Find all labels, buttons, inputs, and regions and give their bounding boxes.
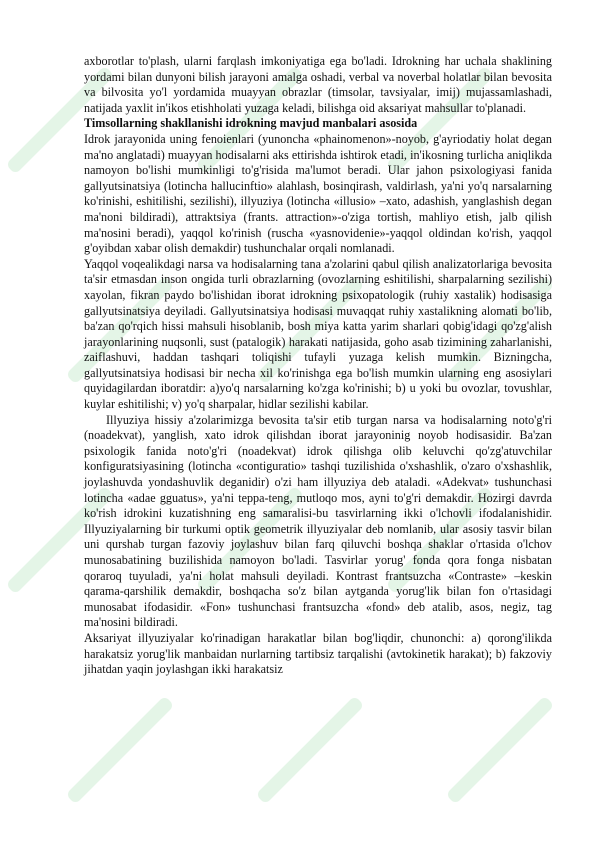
section-heading: Timsollarning shakllanishi idrokning mavjud manbalari asosida [84,116,418,131]
watermark-mark [446,696,555,805]
body-paragraph: Aksariyat illyuziyalar ko'rinadigan harakatlar bilan bog'liqdir, chunonchi: a) qorong'ilikda harakatsiz yorug'lik manbaidan nurlarning tartibsiz tarqalishi (avtokinetik harakat); b) fakzoviy jihatdan yaqin joylashgan ikki harakatsiz [84,630,552,677]
body-paragraph: Yaqqol voqealikdagi narsa va hodisalarning tana a'zolarini qabul qilish analizatorlariga bevosita ta'sir etmasdan inson ongida turli obrazlarning (ovozlarning eshitilishi, sharpalarning sezilishi) xayolan, fikran paydo bo'lishidan iborat idrokning psixopatologik (ruhiy xastalik) hodisasiga gallyutsinatsiya deyiladi. Gallyutsinatsiya hodisasi muvaqqat ruhiy xastalikning alomati bo'lib, ba'zan qo'rqich hissi mahsuli hisoblanib, bosh miya katta yarim sharlari qobig'idagi qo'zg'alish jarayonlarining nuqsonli, sust (patalogik) harakati natijasida, goho asab tizimining zaharlanishi, zaiflashuvi, haddan tashqari toliqishi tufayli yuzaga kelish mumkin. Bizningcha, gallyutsinatsiya hodisasi bir necha xil ko'rinishga ega bo'lish mumkin ularning eng asosiylari quyidagilardan iboratdir: a)yo'q narsalarning ko'zga ko'rinishi; b) u yoki bu ovozlar, tovushlar, kuylar eshitilishi; v) yo'q sharpalar, hidlar sezilishi kabilar. [84,256,552,412]
document-page [84,54,552,678]
body-paragraph: axborotlar to'plash, ularni farqlash imkoniyatiga ega bo'ladi. Idrokning har uchala shaklining yordami bilan dunyoni bilish jarayoni amalga oshadi, verbal va noverbal holatlar bilan bevosita va bilvosita yo'l yordamida muayyan obrazlar (timsolar, tavsiyalar, imij) mujassamlashadi, natijada yaxlit in'ikos etishholati yuzaga keladi, bilishga oid aksariyat mahsullar to'planadi. [84,54,552,115]
watermark-mark [66,696,175,805]
watermark-mark [256,696,365,805]
body-paragraph: Illyuziya hissiy a'zolarimizga bevosita ta'sir etib turgan narsa va hodisalarning noto'g'ri (noadekvat), yanglish, xato idrok qilishdan iborat jarayoninig noyob hodisasidir. Ba'zan psixologik fanida noto'g'ri (noadekvat) idrok qilishga olib keluvchi qo'zg'atuvchilar konfiguratsiyasining (lotincha «contiguratio» tashqi tuzilishida o'xshashlik, o'zaro o'xshashlik, joylashuvda yondashuvlik deganidir) o'zi ham illyuziya deb ataladi. «Adekvat» tushunchasi lotincha «adae gguatus», ya'ni teppa-teng, mutloqo mos, ayni to'g'ri demakdir. Hozirgi davrda ko'rish idrokini kuzatishning eng samaralisi-bu tasvirlarning ikki o'lchovli ifodalanishidir. Illyuziyalarning bir turkumi optik geometrik illyuziyalar deb nomlanib, ular asosiy tasvir bilan uni qurshab turgan fazoviy joylashuv bilan farq qiluvchi boshqa shaklar o'rtasida o'lchov munosabatining buzilishida namoyon bo'ladi. Tasvirlar yorug' fonda qora fonga nisbatan qoraroq tuyuladi, ya'ni holat mahsuli deyiladi. Kontrast frantsuzcha «Contraste» –keskin qarama-qarshilik demakdir, boshqacha so'z bilan aytganda yorug'lik bilan fon o'rtasidagi munosabat ifodasidir. «Fon» tushunchasi frantsuzcha «fond» deb atalib, asos, negiz, tag ma'nosini bildiradi. [84,412,552,630]
body-paragraph: Idrok jarayonida uning fenoienlari (yunoncha «phainomenon»-noyob, g'ayriodatiy holat degan ma'no anglatadi) muayyan hodisalarni aks ettirishda ishtirok etadi, in'ikosning turlicha aniqlikda namoyon bo'lishi mumkinligi to'g'risida ma'lumot beradi. Ular jahon psixologiyasi fanida gallyutsinatsiya (lotincha hallucinftio» alahlash, bosinqirash, valdirlash, ya'ni yo'q narsalarning ko'rinishi, eshitilishi, sezilishi), illyuziya (lotincha «illusio» –xato, adashish, yanglashish degan ma'noni bildiradi), attraktsiya (frants. attraction»-o'ziga tortish, mahliyo etish, jalb qilish ma'nosini beradi), yaqqol ko'rinish (ruscha «yasnovidenie»-yaqqol oldindan ko'rish, yaqqol g'oyibdan xabar olish demakdir) tushunchalar orqali nomlanadi. [84,131,552,256]
